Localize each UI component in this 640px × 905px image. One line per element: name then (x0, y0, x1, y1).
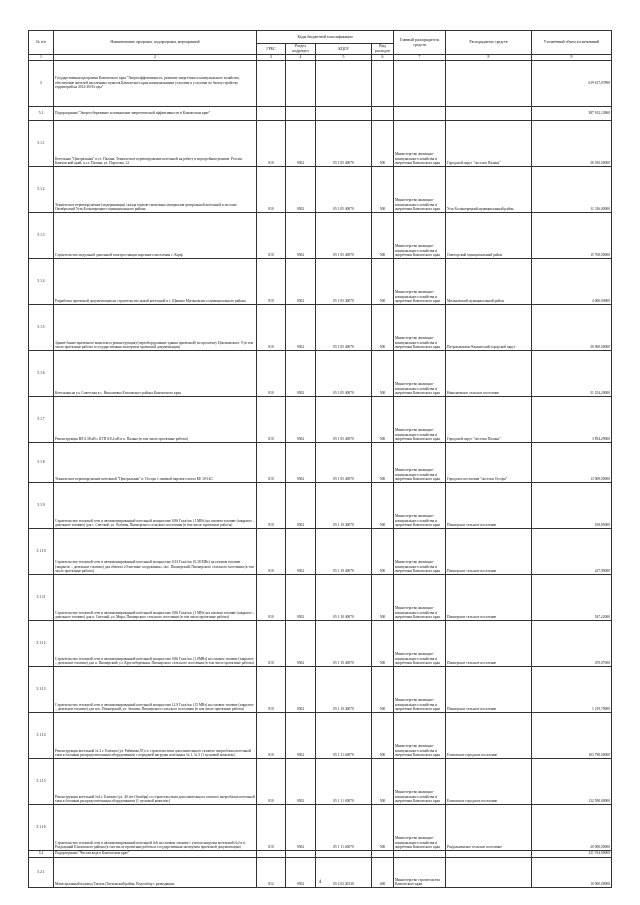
cell-num: 5.1.9 (29, 482, 54, 528)
cell-grbs: 810 (257, 620, 286, 666)
cell-name: Техническое перевооружение (модернизация) склада горюче-смазочных материалов центральной котельной в поселке Октябрьский Усть-Большерецкого муниципального района (54, 166, 257, 212)
table-row (29, 212, 612, 258)
cell-rasp: Городской округ "поселок Палана" (446, 120, 532, 166)
cell-name: Разработка проектной документации на строительство новой котельной в с. Щапино Мильковского муниципального района (54, 258, 257, 304)
table-row (29, 166, 612, 212)
cell-name: Строительство тепловой сети и автоматизированной котельной мощностью 0,86 Гкал/час (1,0МВт) на газовом топливе (закрытое – дизельное топливо) для п. Пионерский, ул. Круглобережная, Пионерского сельского поселения (в том числе проектные работы) (54, 620, 257, 666)
table-row (29, 804, 612, 850)
cell-sum: 4 060,00000 (532, 258, 612, 304)
cell-ksr: 05 1 10 40070 (316, 528, 372, 574)
table-row (29, 396, 612, 442)
cell-grbs: 810 (257, 212, 286, 258)
table-row (29, 258, 612, 304)
cell-sum: 619 617,07890 (532, 60, 612, 106)
table-row (29, 712, 612, 758)
cell-num: 5.1.6 (29, 350, 54, 396)
cell-vid: 500 (372, 304, 394, 350)
cell-ksr: 05 1 11 40070 (316, 758, 372, 804)
cell-ksr: 05 1 11 40070 (316, 712, 372, 758)
cell-rasp: Пионерское сельское поселение (446, 574, 532, 620)
cell-grbs: 810 (257, 758, 286, 804)
header-main-rasp: Главный распорядитель средств (394, 31, 446, 55)
cell-sum: 470,07000 (532, 620, 612, 666)
cell-razdel: 0502 (286, 258, 316, 304)
cell-sum: 3 854,29000 (532, 396, 612, 442)
cell-num: 5.1.11 (29, 574, 54, 620)
subprogram-row (29, 60, 612, 106)
cell-name: Магистральный водовод Тигиль (Тигильский район, Водозабор с разводящим (54, 857, 257, 887)
cell-rasp: Пионерское сельское поселение (446, 620, 532, 666)
table-row (29, 304, 612, 350)
cell-rasp (446, 60, 532, 106)
page-number: 4 (318, 880, 322, 885)
cell-rasp: Елизовское городское поселение (446, 758, 532, 804)
cell-sum: 11 316,00000 (532, 166, 612, 212)
cell-name: Строительство тепловой сети и автоматизированной котельной мощностью 12,9 Гкал/час (15 МВт) на газовом топливе (закрытое – дизельное топливо) для пос. Пионерский, ул. Зеленая, Пионерского сельского поселения (в том числе проектные работы) (54, 666, 257, 712)
cell-ksr (316, 60, 372, 106)
cell-rasp (446, 850, 532, 857)
table-row (29, 442, 612, 482)
cell-razdel: 0502 (286, 804, 316, 850)
cell-main-rasp (394, 850, 446, 857)
cell-name: Реконструкция ВЛ 0,38 кВ с КТП 6/0,4 кВ в п. Палана (в том числе проектные работы) (54, 396, 257, 442)
column-index: 4 (286, 55, 316, 61)
cell-num: 5.1.2 (29, 166, 54, 212)
cell-razdel: 0502 (286, 166, 316, 212)
cell-grbs: 810 (257, 120, 286, 166)
cell-razdel: 0502 (286, 442, 316, 482)
cell-ksr (316, 106, 372, 120)
cell-vid: 500 (372, 258, 394, 304)
cell-ksr: 05 1 10 40070 (316, 666, 372, 712)
cell-main-rasp: Министерство жилищно-коммунального хозяйства и энергетики Камчатского края (394, 350, 446, 396)
cell-ksr: 05 1 05 40070 (316, 396, 372, 442)
header-grbs: ГРБС (257, 44, 286, 55)
cell-main-rasp: Министерство жилищно-коммунального хозяйства и энергетики Камчатского края (394, 166, 446, 212)
cell-rasp: Николаевское сельское поселение (446, 350, 532, 396)
cell-main-rasp: Министерство жилищно-коммунального хозяйства и энергетики Камчатского края (394, 712, 446, 758)
cell-main-rasp: Министерство жилищно-коммунального хозяйства и энергетики Камчатского края (394, 212, 446, 258)
cell-name: Реконструкция котельной № 2 г. Елизово (ул. Рябикова,55) со строительством дополнительного газового энергоблока котельной типа к блочным распределительным оборудованием с передачей нагрузки котельных № 1, № 3 (1 пусковой комплекс) (54, 712, 257, 758)
cell-main-rasp: Министерство жилищно-коммунального хозяйства и энергетики Камчатского края (394, 574, 446, 620)
cell-rasp: Мильковский муниципальный район (446, 258, 532, 304)
cell-name: Реконструкция котельной №4 г. Елизово (ул. 40 лет Октября) со строительством дополнительного газового энергоблока котельной типа к блочным распределительным оборудованием (1 пусковой комплекс) (54, 758, 257, 804)
cell-vid: 500 (372, 666, 394, 712)
cell-rasp: Пионерское сельское поселение (446, 528, 532, 574)
cell-razdel: 0502 (286, 666, 316, 712)
column-index: 7 (394, 55, 446, 61)
cell-num: 5.1.13 (29, 666, 54, 712)
cell-rasp: Городское поселение "поселок Оссора" (446, 442, 532, 482)
table-body (29, 60, 612, 887)
cell-num: 5 (29, 60, 54, 106)
header-ksr: КЦСР (316, 44, 372, 55)
header-codes: Коды бюджетной классификации (257, 31, 394, 44)
cell-grbs: 812 (257, 857, 286, 887)
cell-main-rasp: Министерство жилищно-коммунального хозяйства и энергетики Камчатского края (394, 304, 446, 350)
column-index: 1 (29, 55, 54, 61)
cell-num: 5.2.1 (29, 857, 54, 887)
cell-main-rasp: Министерство жилищно-коммунального хозяйства и энергетики Камчатского края (394, 258, 446, 304)
table-row (29, 574, 612, 620)
cell-main-rasp: Министерство строительства Камчатского края (394, 857, 446, 887)
cell-num: 5.1.1 (29, 120, 54, 166)
cell-sum: 227,90000 (532, 528, 612, 574)
cell-name: Строительство тепловой сети и автоматизированной котельной №6 на газовом топливе с учетом нагрузки котельной №2 в п. Раздольный Елизовского района (в том числе проектные работы и государственная экспертиза проектной документации) (54, 804, 257, 850)
cell-vid: 500 (372, 712, 394, 758)
cell-ksr: 05 1 11 40070 (316, 804, 372, 850)
cell-num: 5.1.16 (29, 804, 54, 850)
cell-sum: 30 000,00000 (532, 304, 612, 350)
header-num: № п/п (29, 31, 54, 55)
cell-rasp: Усть-Большерецкий муниципальный район (446, 166, 532, 212)
column-index: 9 (532, 55, 612, 61)
cell-grbs: 810 (257, 804, 286, 850)
header-total: Уточнённый объем ассигнований (532, 31, 612, 55)
cell-sum: 547,22000 (532, 574, 612, 620)
cell-razdel: 0502 (286, 212, 316, 258)
cell-razdel: 0502 (286, 758, 316, 804)
cell-sum: 132 590,00000 (532, 758, 612, 804)
cell-rasp: Петропавловск-Камчатский городской округ (446, 304, 532, 350)
cell-rasp: Пионерское сельское поселение (446, 482, 532, 528)
cell-sum: 20 000,00000 (532, 804, 612, 850)
cell-grbs: 810 (257, 442, 286, 482)
table-row (29, 350, 612, 396)
cell-num: 5.2 (29, 850, 54, 857)
cell-num: 5.1.4 (29, 258, 54, 304)
cell-razdel: 0502 (286, 712, 316, 758)
cell-num: 5.1.15 (29, 758, 54, 804)
cell-sum: 103 790,00000 (532, 712, 612, 758)
cell-grbs: 810 (257, 574, 286, 620)
cell-num: 5.1.8 (29, 442, 54, 482)
cell-rasp: Олюторский муниципальный район (446, 212, 532, 258)
cell-ksr: 05 1 05 40070 (316, 304, 372, 350)
cell-razdel: 0502 (286, 482, 316, 528)
cell-sum: 1 219,79000 (532, 666, 612, 712)
cell-grbs: 810 (257, 396, 286, 442)
cell-num: 5.1.5 (29, 304, 54, 350)
cell-vid (372, 850, 394, 857)
cell-main-rasp: Министерство жилищно-коммунального хозяйства и энергетики Камчатского края (394, 442, 446, 482)
cell-num: 5.1.10 (29, 528, 54, 574)
cell-main-rasp: Министерство жилищно-коммунального хозяйства и энергетики Камчатского края (394, 120, 446, 166)
cell-vid: 500 (372, 120, 394, 166)
cell-vid: 500 (372, 804, 394, 850)
cell-ksr: 05 1 05 40070 (316, 212, 372, 258)
cell-razdel: 0502 (286, 620, 316, 666)
cell-ksr: 05 1 05 40070 (316, 350, 372, 396)
cell-vid: 500 (372, 528, 394, 574)
cell-sum: 231 914,90000 (532, 850, 612, 857)
column-index: 3 (257, 55, 286, 61)
cell-ksr: 05 1 10 40070 (316, 482, 372, 528)
cell-razdel: 0502 (286, 120, 316, 166)
cell-ksr: 05 1 05 40070 (316, 258, 372, 304)
cell-ksr: 05 1 05 40070 (316, 442, 372, 482)
cell-sum: 387 912,12860 (532, 106, 612, 120)
cell-razdel: 0502 (286, 350, 316, 396)
table-row (29, 620, 612, 666)
cell-sum: 13 000,00000 (532, 442, 612, 482)
cell-grbs: 810 (257, 712, 286, 758)
cell-name: Котельная на ул. Советская в с. Николаевка Елизовского района Камчатского края (54, 350, 257, 396)
cell-vid (372, 106, 394, 120)
cell-rasp: Пионерское сельское поселение (446, 666, 532, 712)
cell-rasp: Раздольненское сельское поселение (446, 804, 532, 850)
cell-ksr: 05 1 05 40070 (316, 120, 372, 166)
cell-grbs: 810 (257, 304, 286, 350)
cell-sum: 15 700,00000 (532, 212, 612, 258)
cell-name: Строительство модульной дизельной электростанции коренного населения с. Корф (54, 212, 257, 258)
header-vid: Вид расходов (372, 44, 394, 55)
cell-razdel: 0502 (286, 396, 316, 442)
cell-vid: 500 (372, 396, 394, 442)
cell-main-rasp: Министерство жилищно-коммунального хозяйства и энергетики Камчатского края (394, 666, 446, 712)
cell-vid: 500 (372, 442, 394, 482)
cell-sum: 10 000,00000 (532, 857, 612, 887)
cell-razdel: 0502 (286, 304, 316, 350)
cell-num: 5.1.14 (29, 712, 54, 758)
table-row (29, 482, 612, 528)
cell-name: Подпрограмма "Энергосбережение и повышение энергетической эффективности в Камчатском крае" (54, 106, 257, 120)
budget-table (28, 30, 612, 888)
cell-ksr (316, 850, 372, 857)
cell-name: Строительство тепловой сети и автоматизированной котельной мощностью 0,33 Гкал/час (0,38 МВт) на газовом топливе (закрытое – дизельное топливо) для объекта «Очистные сооружения», пос. Пионерский, Пионерского сельского поселения (в том числе проектные работы) (54, 528, 257, 574)
cell-grbs: 810 (257, 350, 286, 396)
cell-main-rasp: Министерство жилищно-коммунального хозяйства и энергетики Камчатского края (394, 758, 446, 804)
cell-num: 5.1.12 (29, 620, 54, 666)
cell-main-rasp (394, 106, 446, 120)
cell-ksr: 05 1 05 40070 (316, 166, 372, 212)
cell-grbs: 810 (257, 666, 286, 712)
table-row (29, 666, 612, 712)
table-row (29, 120, 612, 166)
cell-vid: 500 (372, 482, 394, 528)
cell-razdel (286, 60, 316, 106)
cell-ksr: 05 1 10 40070 (316, 574, 372, 620)
cell-vid: 500 (372, 166, 394, 212)
cell-name: Строительство тепловой сети и автоматизированной котельной мощностью 0,86 Гкал/час (1 МВт) на газовом топливе (закрытое – дизельное топливо) для с. Светлый, ул. Луговая, Пионерского сельского поселения (в том числе проектные работы) (54, 482, 257, 528)
cell-vid: 500 (372, 212, 394, 258)
cell-rasp: Елизовское городское поселение (446, 712, 532, 758)
cell-main-rasp: Министерство жилищно-коммунального хозяйства и энергетики Камчатского края (394, 396, 446, 442)
cell-num: 5.1.3 (29, 212, 54, 258)
subprogram-row (29, 850, 612, 857)
cell-grbs: 810 (257, 258, 286, 304)
cell-vid: 500 (372, 574, 394, 620)
cell-grbs: 810 (257, 528, 286, 574)
cell-vid: 400 (372, 857, 394, 887)
column-index: 2 (54, 55, 257, 61)
cell-rasp: Городской округ "поселок Палана" (446, 396, 532, 442)
cell-name: Государственная программа Камчатского края "Энергоэффективность, развитие энергетики и коммунального хозяйства, обеспечение жителей населенных пунктов Камчатского края коммунальными услугами и услугами по благоустройству территорий на 2014-2018 годы" (54, 60, 257, 106)
header-name: Наименование программ, подпрограмм, мероприятий (54, 31, 257, 55)
cell-vid (372, 60, 394, 106)
cell-main-rasp (394, 60, 446, 106)
cell-num: 5.1 (29, 106, 54, 120)
cell-name: Здание банно-прачечного комплекса (реконструкция) (переоборудование здания прачечной) по проспекту Циолковского, 9 (в том числе проектные работы и государственная экспертиза проектной документации) (54, 304, 257, 350)
cell-ksr: 05 2 02 40130 (316, 857, 372, 887)
cell-sum: 36 910,00000 (532, 120, 612, 166)
cell-vid: 500 (372, 758, 394, 804)
cell-grbs (257, 850, 286, 857)
cell-name: Подпрограмма "Чистая вода в Камчатском крае" (54, 850, 257, 857)
header-razdel: Раздел подраздел (286, 44, 316, 55)
cell-num: 5.1.7 (29, 396, 54, 442)
cell-name: Котельная "Центральная" п.г.т. Палана. Техническое перевооружение котельной на работу в водогрейном режиме. Россия. Камчатский край, п.г.т. Палана, ул. Поротова, 12 (54, 120, 257, 166)
cell-razdel (286, 850, 316, 857)
cell-grbs (257, 60, 286, 106)
header-rasp: Распорядитель средств (446, 31, 532, 55)
subprogram-row (29, 106, 612, 120)
cell-main-rasp: Министерство жилищно-коммунального хозяйства и энергетики Камчатского края (394, 528, 446, 574)
cell-grbs: 810 (257, 166, 286, 212)
cell-ksr: 05 1 10 40070 (316, 620, 372, 666)
cell-sum: 31 254,29000 (532, 350, 612, 396)
column-index: 5 (316, 55, 372, 61)
cell-vid: 500 (372, 350, 394, 396)
table-row (29, 758, 612, 804)
cell-razdel: 0502 (286, 528, 316, 574)
cell-sum: 169,85000 (532, 482, 612, 528)
cell-grbs: 810 (257, 482, 286, 528)
cell-name: Строительство тепловой сети и автоматизированной котельной мощностью 0,86 Гкал/час (1 МВт) на газовом топливе (закрытое – дизельное топливо) для п. Светлый, ул. Мира, Пионерского сельского поселения (в том числе проектные работы) (54, 574, 257, 620)
cell-main-rasp: Министерство жилищно-коммунального хозяйства и энергетики Камчатского края (394, 620, 446, 666)
cell-razdel: 0502 (286, 574, 316, 620)
cell-razdel: 0502 (286, 857, 316, 887)
cell-vid: 500 (372, 620, 394, 666)
cell-main-rasp: Министерство жилищно-коммунального хозяйства и энергетики Камчатского края (394, 482, 446, 528)
column-index: 8 (446, 55, 532, 61)
cell-rasp (446, 106, 532, 120)
table-row (29, 528, 612, 574)
cell-name: Техническое перевооружение котельной "Центральная" п. Оссора с заменой парового котла КЕ 10-14С (54, 442, 257, 482)
column-index: 6 (372, 55, 394, 61)
cell-razdel (286, 106, 316, 120)
cell-main-rasp: Министерство жилищно-коммунального хозяйства и энергетики Камчатского края (394, 804, 446, 850)
cell-grbs (257, 106, 286, 120)
